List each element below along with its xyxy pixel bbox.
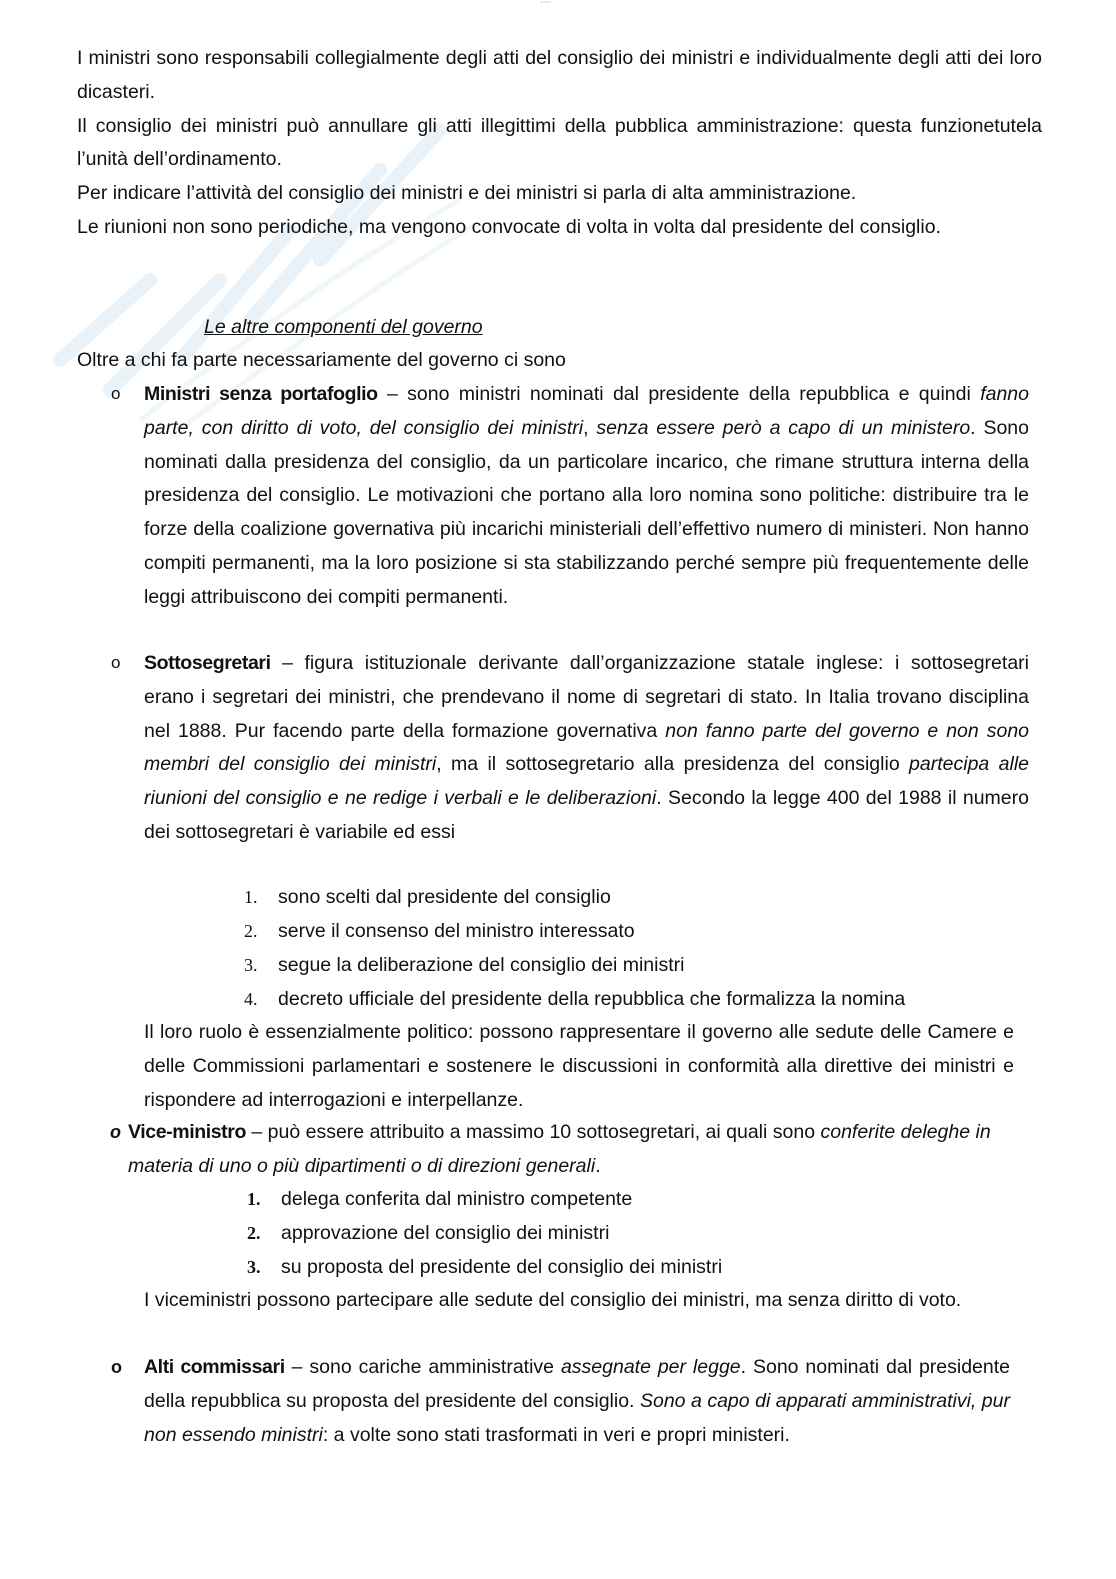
- section-title-wrap: [204, 311, 483, 345]
- italic-span: partecipa alle riunioni del consiglio e ne redige i verbali e le deliberazioni: [144, 753, 1029, 810]
- item-sottosegretari: [144, 647, 1029, 850]
- list-item: decreto ufficiale del presidente della repubblica che formalizza la nomina: [278, 988, 906, 1010]
- text-span: – può essere attribuito a massimo 10 sottosegretari, ai quali sono: [245, 1121, 821, 1143]
- list-item: serve il consenso del ministro interessato: [278, 920, 635, 942]
- list-item: sono scelti dal presidente del consiglio: [278, 886, 611, 908]
- header-mark: ~~~: [540, 0, 551, 6]
- list-item: delega conferita dal ministro competente: [281, 1188, 633, 1210]
- intro-section: [77, 42, 1042, 245]
- italic-span: non fanno parte del governo e non sono membri del consiglio dei ministri: [144, 719, 1030, 776]
- intro-paragraph-2: Il consiglio dei ministri può annullare gli atti illegittimi della pubblica amministrazione: questa funzionetutela l’unità dell’ordinamento.: [77, 114, 1042, 171]
- term-sottosegretari: Sottosegretari: [144, 652, 271, 674]
- intro-paragraph-4: Le riunioni non sono periodiche, ma vengono convocate di volta in volta dal presidente del consiglio.: [77, 215, 941, 238]
- vice-ministro-note: I viceministri possono partecipare alle sedute del consiglio dei ministri, ma senza diritto di voto.: [144, 1289, 962, 1311]
- text-span: : a volte sono stati trasformati in veri e propri ministeri.: [322, 1423, 790, 1446]
- section-title: Le altre componenti del governo: [204, 316, 483, 338]
- list-number: 3.: [247, 1257, 261, 1277]
- text-span: – sono cariche amministrative: [284, 1356, 561, 1378]
- text-span: .: [595, 1154, 601, 1177]
- section-lead: Oltre a chi fa parte necessariamente del governo ci sono: [77, 349, 566, 371]
- bullet-marker: o: [111, 1357, 122, 1377]
- bullet-marker: o: [111, 653, 121, 672]
- list-number: 1.: [244, 887, 258, 907]
- text-span: . Sono nominati dalla presidenza del consiglio, da un particolare incarico, che rimane struttura interna della presidenza del consiglio. Le motivazioni che portano alla loro nomina sono politiche: distribuire tra le forze della coalizione governativa più incarichi ministeriali dell’effettivo numero di ministeri. Non hanno compiti permanenti, ma la loro posizione si sta stabilizzando perché sempre più frequentemente delle leggi attribuiscono dei compiti permanenti.: [144, 416, 1030, 608]
- list-item: segue la deliberazione del consiglio dei ministri: [278, 954, 685, 976]
- italic-span: assegnate per legge: [560, 1356, 741, 1378]
- text-span: , ma il sottosegretario alla presidenza del consiglio: [436, 753, 910, 776]
- text-span: – figura istituzionale derivante dall’organizzazione statale inglese: i sottosegretari erano i segretari dei ministri, che prendevano il nome di segretari di stato. In Italia trovano disciplina nel 1888. Pur facendo parte della formazione governativa: [144, 652, 1029, 742]
- text-span: . Sono nominati dal presidente della repubblica su proposta del presidente del consiglio.: [144, 1356, 1011, 1412]
- item-vice-ministro: [128, 1116, 1028, 1184]
- italic-span: fanno parte, con diritto di voto, del consiglio dei ministri: [144, 383, 1029, 439]
- term-ministri-senza-portafoglio: Ministri senza portafoglio: [144, 383, 378, 405]
- intro-paragraph-1: I ministri sono responsabili collegialmente degli atti del consiglio dei ministri e individualmente degli atti dei loro dicasteri.: [77, 47, 1042, 103]
- text-span: – sono ministri nominati dal presidente della repubblica e quindi: [377, 383, 981, 405]
- list-item: su proposta del presidente del consiglio dei ministri: [281, 1256, 723, 1278]
- list-number: 4.: [244, 989, 258, 1009]
- list-number: 2.: [244, 921, 258, 941]
- sottosegretari-role: Il loro ruolo è essenzialmente politico: possono rappresentare il governo alle sedute delle Camere e delle Commissioni parlamentari e sostenere le discussioni in conformità alla direttive dei ministri e rispondere ad interrogazioni e interpellanze.: [144, 1021, 1014, 1111]
- term-alti-commissari: Alti commissari: [144, 1356, 285, 1378]
- bullet-marker: o: [111, 384, 121, 403]
- item-ministri-senza-portafoglio: [144, 378, 1029, 615]
- list-item: approvazione del consiglio dei ministri: [281, 1222, 610, 1244]
- term-vice-ministro: Vice-ministro: [128, 1121, 246, 1143]
- list-number: 2.: [247, 1223, 261, 1243]
- item-alti-commissari: [144, 1351, 1010, 1452]
- text-span: . Secondo la legge 400 del 1988 il numero dei sottosegretari è variabile ed essi: [144, 787, 1029, 843]
- list-number: 3.: [244, 955, 258, 975]
- text-span: ,: [583, 416, 597, 439]
- intro-paragraph-3: Per indicare l’attività del consiglio dei ministri e dei ministri si parla di alta amministrazione.: [77, 182, 857, 205]
- italic-span: senza essere però a capo di un ministero: [596, 416, 971, 439]
- italic-span: conferite deleghe in materia di uno o più dipartimenti o di direzioni generali: [128, 1121, 991, 1177]
- italic-span: Sono a capo di apparati amministrativi, pur non essendo ministri: [144, 1389, 1010, 1446]
- list-number: 1.: [247, 1189, 261, 1209]
- bullet-marker: o: [110, 1122, 121, 1142]
